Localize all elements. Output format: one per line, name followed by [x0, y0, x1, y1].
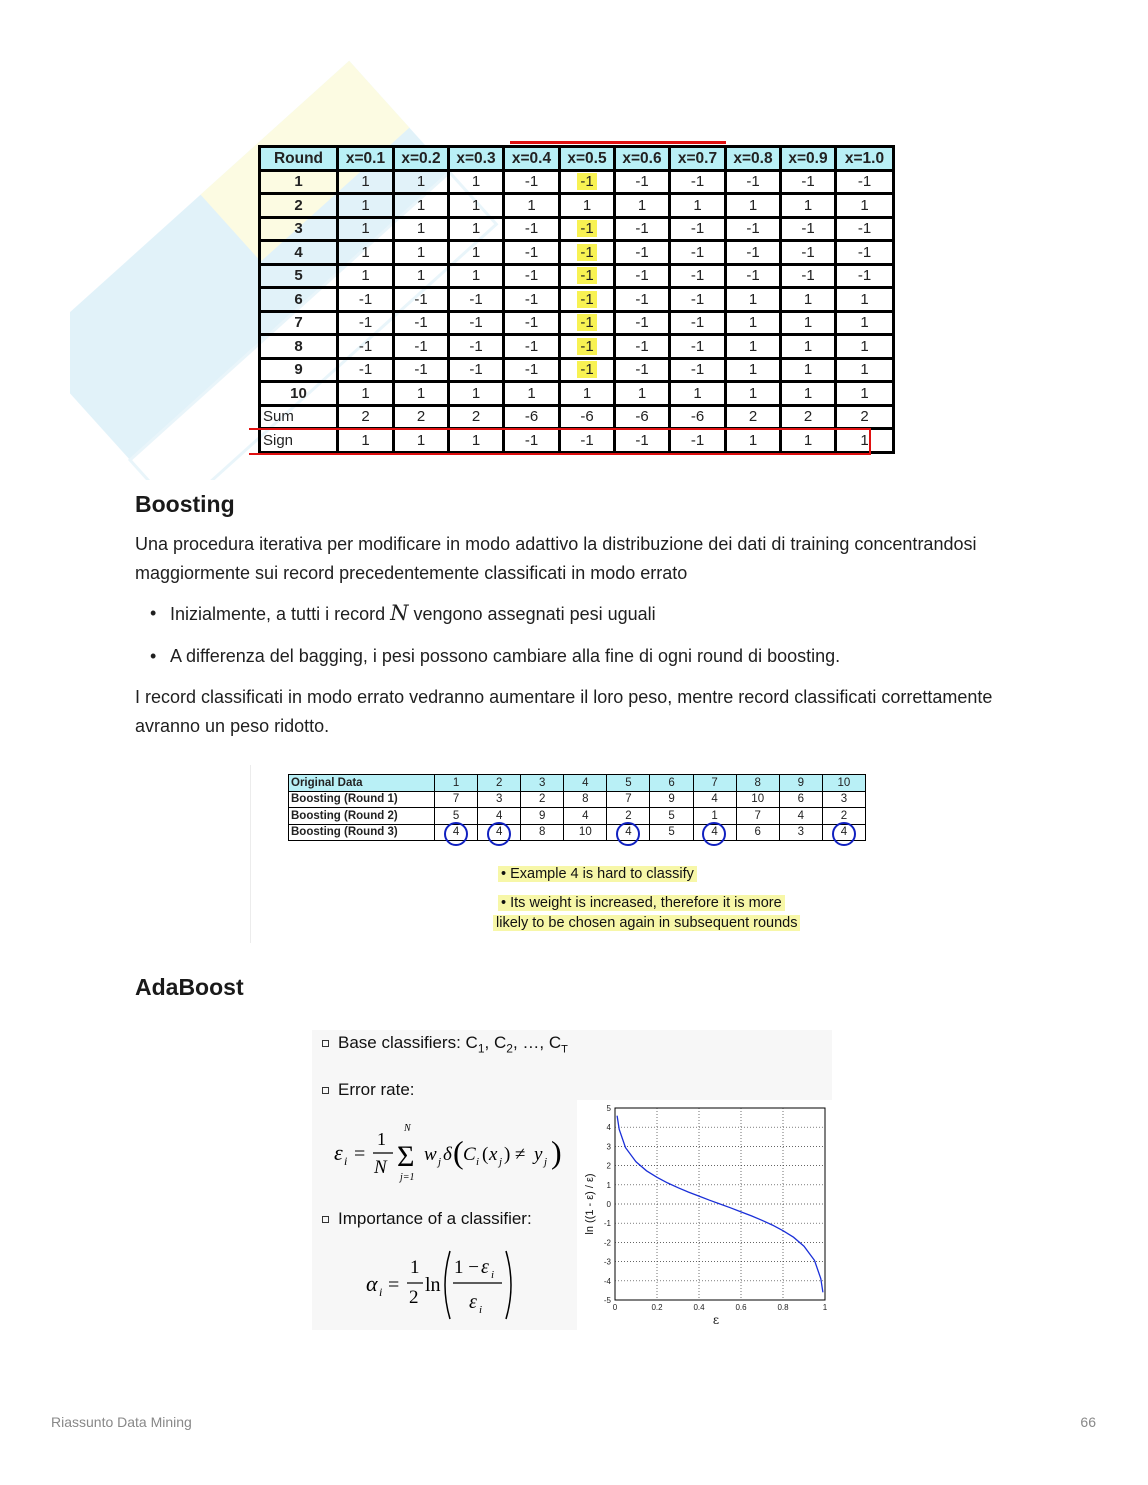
table-cell: 2 [478, 775, 521, 792]
table-cell: -1 [504, 241, 560, 265]
table-cell: 3 [478, 791, 521, 808]
table-cell: 5 [650, 824, 693, 841]
header-cell: x=0.7 [670, 147, 726, 171]
table-cell: 10 [736, 791, 779, 808]
table-cell: -1 [615, 241, 670, 265]
row-label: 3 [260, 217, 338, 241]
table-cell: -1 [449, 335, 504, 359]
header-cell: x=0.6 [615, 147, 670, 171]
table-cell: 4 [822, 824, 865, 841]
table-cell: 1 [394, 382, 449, 406]
svg-text:1 −: 1 − [454, 1257, 479, 1278]
table-cell: 8 [564, 791, 607, 808]
table-cell: -1 [670, 335, 726, 359]
svg-text:i: i [491, 1269, 495, 1281]
table-cell: 6 [650, 775, 693, 792]
x-tick-label: 0.2 [651, 1303, 663, 1312]
table-cell: 4 [478, 824, 521, 841]
table-cell: 5 [607, 775, 650, 792]
svg-text:ε: ε [334, 1140, 343, 1165]
highlight-circle [832, 822, 856, 846]
table-cell: -1 [560, 358, 615, 382]
table-cell: 1 [670, 194, 726, 218]
table-cell: 1 [615, 382, 670, 406]
y-tick-label: 3 [606, 1142, 611, 1152]
table-cell: -1 [836, 170, 894, 194]
svg-text:y: y [534, 1144, 543, 1165]
importance-item: Importance of a classifier: [322, 1209, 532, 1229]
table-cell: -6 [560, 405, 615, 429]
svg-text:N: N [404, 1123, 411, 1134]
table-cell: -1 [836, 264, 894, 288]
table-cell: -1 [394, 288, 449, 312]
svg-text:i: i [476, 1156, 480, 1168]
table-cell: 2 [822, 808, 865, 825]
bagging-row [260, 335, 894, 359]
table-cell: 1 [781, 335, 836, 359]
table-cell: -1 [504, 358, 560, 382]
highlight-circle [444, 822, 468, 846]
y-tick-label: 2 [606, 1161, 611, 1171]
table-cell: 1 [449, 194, 504, 218]
table-cell: 1 [449, 241, 504, 265]
y-axis-label: ln ((1 - ε) / ε) [584, 1173, 596, 1235]
row-label: Original Data [289, 775, 435, 792]
table-cell: -1 [726, 217, 781, 241]
bagging-row [260, 264, 894, 288]
table-cell: -6 [504, 405, 560, 429]
footer-page-number: 66 [1080, 1414, 1096, 1430]
svg-text:C: C [463, 1144, 476, 1165]
table-cell: -1 [449, 311, 504, 335]
table-cell: -1 [338, 358, 394, 382]
table-cell: -1 [670, 170, 726, 194]
row-label: Boosting (Round 3) [289, 824, 435, 841]
svg-text:i: i [344, 1154, 348, 1168]
svg-text:1: 1 [377, 1129, 386, 1149]
table-cell: 2 [607, 808, 650, 825]
table-cell: 1 [338, 194, 394, 218]
bullet-item: • A differenza del bagging, i pesi possono cambiare alla fine di ogni round di boosting. [150, 642, 1030, 685]
svg-text:i: i [379, 1285, 383, 1299]
y-tick-label: 5 [606, 1104, 611, 1113]
table-cell: 1 [338, 382, 394, 406]
table-cell: -1 [449, 288, 504, 312]
table-cell: -1 [670, 311, 726, 335]
svg-text:(: ( [453, 1134, 464, 1170]
bagging-row [260, 311, 894, 335]
table-cell: 4 [693, 824, 736, 841]
table-cell: 1 [338, 217, 394, 241]
table-cell: -1 [615, 217, 670, 241]
table-cell: 2 [449, 405, 504, 429]
table-cell: 10 [564, 824, 607, 841]
table-cell: 1 [670, 382, 726, 406]
table-cell: 1 [504, 382, 560, 406]
svg-text:j: j [544, 1156, 548, 1168]
svg-text:≠: ≠ [515, 1144, 526, 1165]
note-weight-increase-cont: likely to be chosen again in subsequent rounds [493, 915, 800, 931]
table-cell: 5 [650, 808, 693, 825]
y-tick-label: 1 [606, 1180, 611, 1190]
row-label: 7 [260, 311, 338, 335]
svg-text:w: w [424, 1144, 437, 1165]
table-cell: -1 [781, 264, 836, 288]
boosting-bullets [150, 599, 1030, 685]
table-cell: -1 [504, 288, 560, 312]
table-cell: -1 [394, 311, 449, 335]
boosting-table [288, 774, 866, 841]
x-axis-label: ε [712, 1313, 720, 1327]
highlight-circle [702, 822, 726, 846]
table-cell: 5 [435, 808, 478, 825]
header-cell: x=0.8 [726, 147, 781, 171]
square-bullet-icon [322, 1216, 329, 1223]
boosting-row [289, 808, 866, 825]
bullet-item: • Inizialmente, a tutti i record N vengono assegnati pesi uguali [150, 599, 1030, 642]
table-cell: -1 [615, 335, 670, 359]
table-cell: -1 [560, 311, 615, 335]
table-cell: -1 [615, 429, 670, 453]
table-cell: -1 [615, 288, 670, 312]
x-tick-label: 0.8 [777, 1303, 789, 1312]
row-label: Boosting (Round 1) [289, 791, 435, 808]
table-cell: 1 [726, 335, 781, 359]
table-cell: -1 [394, 335, 449, 359]
table-cell: -1 [394, 358, 449, 382]
table-cell: 3 [779, 824, 822, 841]
table-cell: 1 [338, 241, 394, 265]
table-cell: 1 [781, 382, 836, 406]
table-cell: -1 [726, 170, 781, 194]
bagging-row [260, 288, 894, 312]
importance-formula [360, 1245, 530, 1327]
table-cell: 1 [836, 382, 894, 406]
table-cell: 6 [736, 824, 779, 841]
table-cell: -1 [781, 241, 836, 265]
table-cell: -1 [338, 311, 394, 335]
bagging-row [260, 194, 894, 218]
svg-text:i: i [479, 1304, 483, 1316]
table-cell: 1 [394, 170, 449, 194]
svg-text:=: = [388, 1274, 400, 1296]
header-cell: x=0.3 [449, 147, 504, 171]
adaboost-figure [312, 1030, 832, 1330]
table-cell: 1 [615, 194, 670, 218]
table-cell: -1 [615, 264, 670, 288]
table-cell: 1 [338, 264, 394, 288]
square-bullet-icon [322, 1087, 329, 1094]
bagging-table [258, 145, 895, 454]
table-cell: 7 [607, 791, 650, 808]
ln-ratio-chart [577, 1100, 832, 1330]
table-cell: 1 [836, 288, 894, 312]
table-cell: 1 [338, 170, 394, 194]
table-cell: 1 [836, 358, 894, 382]
table-cell: -6 [670, 405, 726, 429]
note-weight-increase: • Its weight is increased, therefore it is more [498, 895, 785, 911]
table-cell: 2 [781, 405, 836, 429]
table-cell: 1 [504, 194, 560, 218]
table-cell: -1 [338, 335, 394, 359]
row-label: Boosting (Round 2) [289, 808, 435, 825]
chart-panel [577, 1100, 832, 1330]
table-cell: -1 [670, 264, 726, 288]
row-label: 5 [260, 264, 338, 288]
y-tick-label: -5 [603, 1296, 611, 1305]
table-cell: -1 [504, 264, 560, 288]
boosting-row [289, 824, 866, 841]
bagging-row [260, 405, 894, 429]
note-hard-example: • Example 4 is hard to classify [498, 866, 697, 882]
table-cell: 1 [781, 194, 836, 218]
table-cell: -1 [560, 288, 615, 312]
row-label: Sum [260, 405, 338, 429]
row-label: Sign [260, 429, 338, 453]
header-cell: x=1.0 [836, 147, 894, 171]
boosting-row [289, 775, 866, 792]
table-cell: -1 [670, 358, 726, 382]
table-cell: 7 [736, 808, 779, 825]
bagging-row [260, 382, 894, 406]
table-cell: 1 [726, 194, 781, 218]
table-cell: 8 [736, 775, 779, 792]
header-cell: x=0.1 [338, 147, 394, 171]
y-tick-label: -4 [603, 1276, 611, 1286]
bagging-row [260, 358, 894, 382]
table-cell: -1 [670, 217, 726, 241]
error-rate-item: Error rate: [322, 1080, 415, 1100]
svg-text:ε: ε [469, 1291, 477, 1313]
bagging-row [260, 217, 894, 241]
row-label: 10 [260, 382, 338, 406]
table-cell: 1 [449, 429, 504, 453]
boosting-heading: Boosting [135, 491, 235, 517]
bagging-row [260, 241, 894, 265]
table-cell: 4 [693, 791, 736, 808]
table-cell: 1 [726, 311, 781, 335]
table-cell: 9 [779, 775, 822, 792]
table-cell: -1 [338, 288, 394, 312]
table-cell: 1 [449, 264, 504, 288]
table-cell: -1 [781, 217, 836, 241]
table-cell: 1 [726, 429, 781, 453]
table-cell: 1 [781, 429, 836, 453]
table-cell: -6 [615, 405, 670, 429]
svg-text:x: x [489, 1144, 498, 1165]
table-cell: -1 [670, 288, 726, 312]
table-cell: 1 [394, 217, 449, 241]
svg-text:2: 2 [409, 1287, 419, 1308]
x-tick-label: 0.4 [693, 1303, 705, 1312]
table-cell: 9 [521, 808, 564, 825]
svg-text:(: ( [482, 1144, 489, 1165]
table-cell: -1 [560, 264, 615, 288]
table-cell: 1 [726, 358, 781, 382]
table-cell: 1 [449, 217, 504, 241]
table-cell: 1 [560, 382, 615, 406]
table-cell: 1 [338, 429, 394, 453]
table-cell: 1 [435, 775, 478, 792]
table-cell: 8 [521, 824, 564, 841]
table-cell: -1 [504, 335, 560, 359]
table-cell: -1 [449, 358, 504, 382]
table-cell: 4 [478, 808, 521, 825]
svg-text:j: j [499, 1156, 503, 1168]
table-cell: -1 [504, 429, 560, 453]
svg-text:j=1: j=1 [400, 1172, 415, 1183]
table-cell: 10 [822, 775, 865, 792]
svg-text:Σ: Σ [397, 1140, 415, 1173]
table-cell: -1 [615, 311, 670, 335]
table-cell: 4 [607, 824, 650, 841]
row-label: 9 [260, 358, 338, 382]
table-cell: 2 [726, 405, 781, 429]
table-cell: 1 [726, 382, 781, 406]
highlight-circle [616, 822, 640, 846]
svg-text:ln: ln [425, 1274, 441, 1296]
svg-text:α: α [366, 1271, 378, 1296]
row-label: 8 [260, 335, 338, 359]
y-tick-label: -3 [603, 1257, 611, 1267]
table-cell: -1 [504, 217, 560, 241]
table-cell: 4 [564, 775, 607, 792]
row-label: 2 [260, 194, 338, 218]
table-cell: 1 [836, 194, 894, 218]
svg-text:j: j [438, 1156, 442, 1168]
table-cell: 4 [564, 808, 607, 825]
table-cell: 1 [726, 288, 781, 312]
table-cell: 7 [693, 775, 736, 792]
header-cell: Round [260, 147, 338, 171]
table-cell: 2 [394, 405, 449, 429]
table-cell: 1 [781, 311, 836, 335]
table-cell: -1 [615, 358, 670, 382]
table-cell: 9 [650, 791, 693, 808]
table-cell: 1 [836, 311, 894, 335]
table-cell: 1 [394, 194, 449, 218]
table-cell: 4 [435, 824, 478, 841]
table-cell: 1 [781, 358, 836, 382]
boosting-row [289, 791, 866, 808]
table-cell: -1 [560, 335, 615, 359]
square-bullet-icon [322, 1040, 329, 1047]
y-tick-label: 4 [606, 1123, 611, 1133]
adaboost-heading: AdaBoost [135, 974, 244, 1000]
boosting-intro: Una procedura iterativa per modificare in modo adattivo la distribuzione dei dati di training concentrandosi maggiormente sui record precedentemente classificati in modo errato [135, 534, 977, 583]
row-label: 4 [260, 241, 338, 265]
table-cell: -1 [560, 170, 615, 194]
bagging-header-row [260, 147, 894, 171]
header-cell: x=0.4 [504, 147, 560, 171]
table-cell: 1 [693, 808, 736, 825]
table-cell: -1 [560, 429, 615, 453]
table-cell: -1 [615, 170, 670, 194]
svg-text:): ) [504, 1144, 511, 1165]
table-cell: -1 [670, 241, 726, 265]
bagging-table-figure [258, 145, 894, 458]
header-cell: x=0.9 [781, 147, 836, 171]
svg-text:1: 1 [410, 1257, 420, 1278]
sign-row-highlight [249, 428, 871, 455]
table-cell: -1 [504, 311, 560, 335]
x-tick-label: 0.6 [735, 1303, 747, 1312]
table-cell: 1 [836, 335, 894, 359]
table-cell: -1 [560, 217, 615, 241]
table-cell: -1 [726, 241, 781, 265]
y-tick-label: 0 [606, 1200, 611, 1209]
error-rate-formula [330, 1118, 580, 1190]
table-cell: 1 [449, 382, 504, 406]
table-cell: 1 [449, 170, 504, 194]
bagging-row [260, 170, 894, 194]
table-cell: 1 [836, 429, 894, 453]
table-cell: 1 [394, 264, 449, 288]
table-cell: -1 [781, 170, 836, 194]
table-cell: 7 [435, 791, 478, 808]
boosting-example-figure [250, 765, 880, 945]
table-cell: 3 [521, 775, 564, 792]
table-cell: 1 [394, 429, 449, 453]
row-label: 6 [260, 288, 338, 312]
table-cell: 2 [836, 405, 894, 429]
table-cell: -1 [836, 217, 894, 241]
table-cell: -1 [726, 264, 781, 288]
svg-text:δ: δ [443, 1144, 452, 1165]
table-cell: 2 [338, 405, 394, 429]
x-tick-label: 1 [822, 1303, 828, 1312]
table-cell: -1 [560, 241, 615, 265]
x-tick-label: 0 [612, 1303, 618, 1312]
table-cell: 2 [521, 791, 564, 808]
footer-document-title: Riassunto Data Mining [51, 1414, 192, 1430]
highlight-circle [487, 822, 511, 846]
table-cell: -1 [670, 429, 726, 453]
table-cell: 6 [779, 791, 822, 808]
svg-text:): ) [551, 1134, 562, 1170]
boosting-outro: I record classificati in modo errato vedranno aumentare il loro peso, mentre record classificati correttamente avranno un peso ridotto. [135, 687, 993, 736]
red-line-marker [510, 141, 726, 144]
header-cell: x=0.2 [394, 147, 449, 171]
row-label: 1 [260, 170, 338, 194]
table-cell: 3 [822, 791, 865, 808]
header-cell: x=0.5 [560, 147, 615, 171]
table-cell: -1 [504, 170, 560, 194]
table-cell: 1 [394, 241, 449, 265]
table-cell: 4 [779, 808, 822, 825]
y-tick-label: -1 [603, 1219, 611, 1229]
svg-text:=: = [354, 1143, 366, 1165]
table-cell: 1 [781, 288, 836, 312]
svg-text:ε: ε [481, 1256, 489, 1278]
base-classifiers-item: Base classifiers: $C_1$, $C_2$, …, $C_T$ [322, 1033, 568, 1055]
svg-text:N: N [374, 1157, 387, 1178]
y-tick-label: -2 [603, 1238, 611, 1248]
table-cell: -1 [836, 241, 894, 265]
table-cell: 1 [560, 194, 615, 218]
